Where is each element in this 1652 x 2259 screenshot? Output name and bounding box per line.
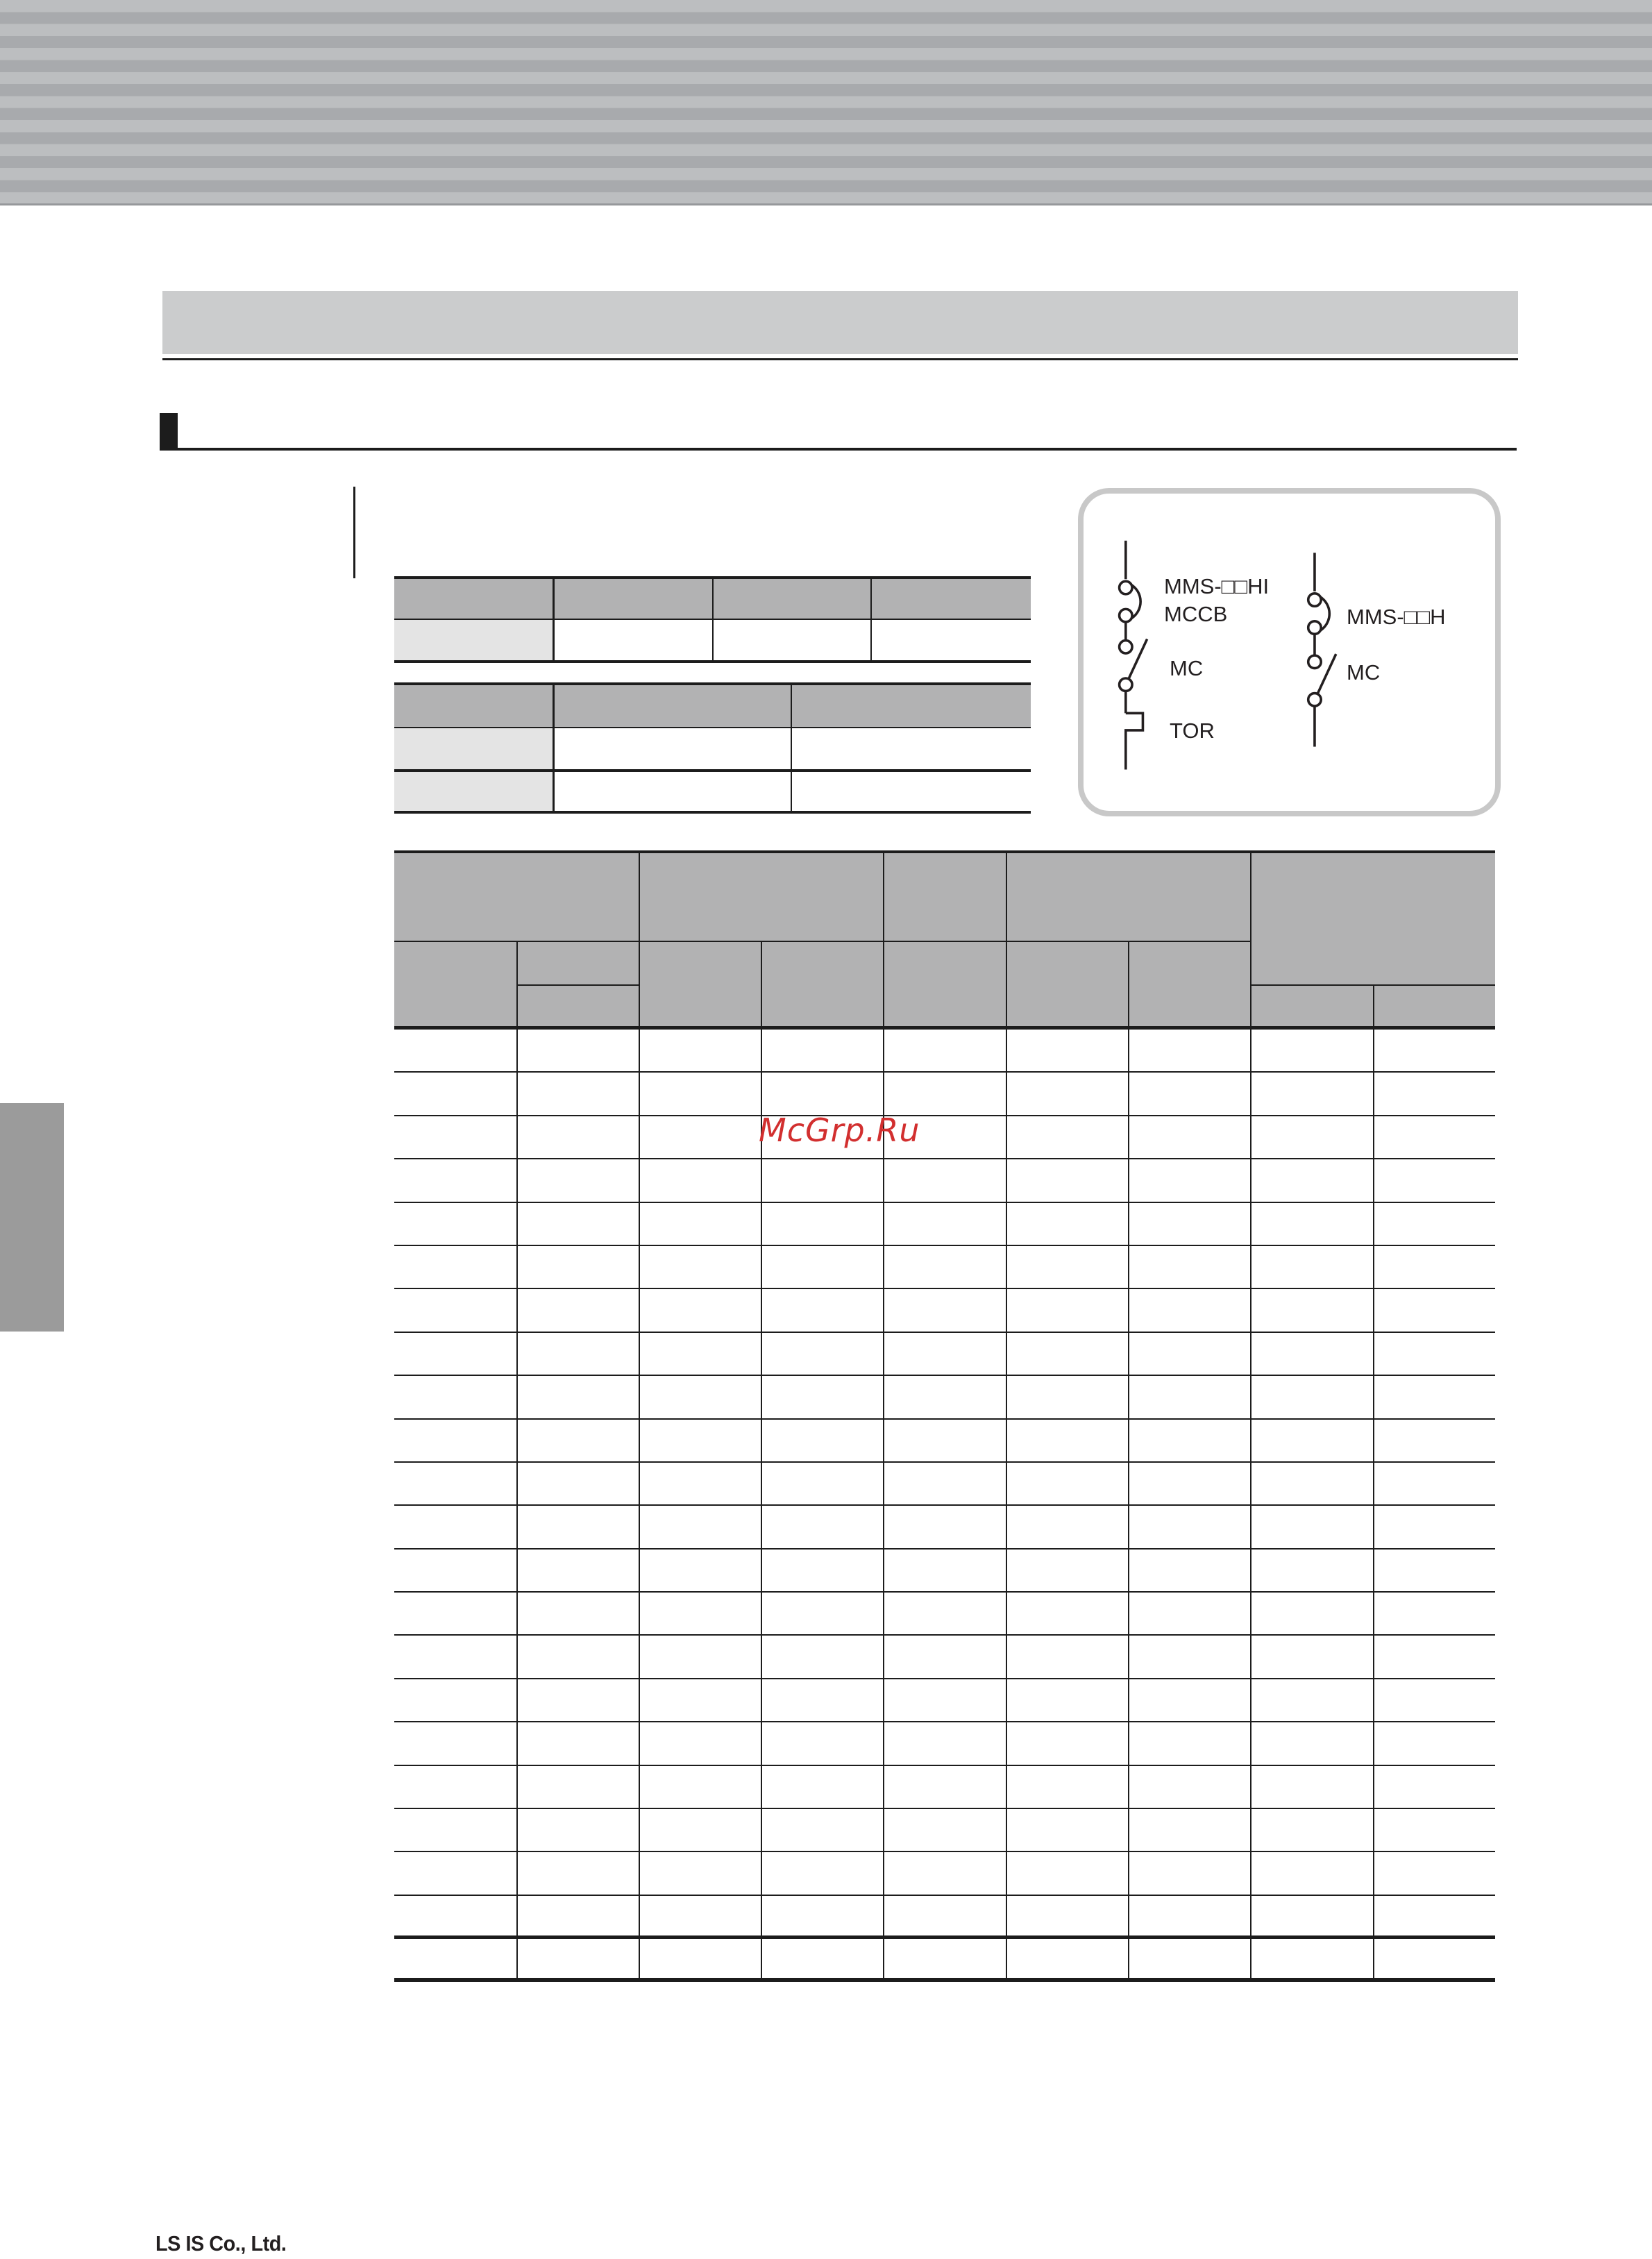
table-row (394, 1593, 1495, 1636)
table-cell (555, 728, 792, 769)
margin-tick-line (353, 487, 355, 578)
table-cell (555, 620, 714, 660)
table-row (394, 1722, 1495, 1765)
table-row (394, 1463, 1495, 1506)
table-header-cell (394, 579, 555, 619)
section-rule (160, 448, 1517, 451)
watermark-text: McGrp.Ru (759, 1111, 920, 1149)
table-header-cell (555, 685, 792, 727)
table-cell (792, 772, 1031, 811)
table-cell (394, 620, 555, 660)
table-row (394, 1333, 1495, 1376)
mc-label-right: MC (1347, 660, 1381, 685)
title-bar-rule (162, 358, 1518, 360)
table-row (394, 1766, 1495, 1809)
table-header-cell (714, 579, 872, 619)
table-divider (394, 941, 1251, 942)
table-cell (394, 772, 555, 811)
table-divider (639, 1030, 640, 1978)
table-row (394, 1679, 1495, 1722)
table-divider (1250, 850, 1251, 1030)
table-divider (1373, 1030, 1374, 1978)
table-row (394, 620, 1031, 660)
title-bar (162, 291, 1518, 354)
table-border (394, 850, 1495, 853)
selection-table-body (394, 1030, 1495, 1982)
table-row (394, 1376, 1495, 1419)
circuit-diagram (1078, 488, 1501, 816)
table-row (394, 1809, 1495, 1852)
table-divider (1373, 984, 1374, 1030)
table-row (394, 1896, 1495, 1939)
table-cell (872, 620, 1031, 660)
breaker-model-label: MMS-□□HI (1164, 574, 1270, 598)
table-cell (714, 620, 872, 660)
table-row (394, 1420, 1495, 1463)
table-divider (516, 1030, 518, 1978)
table-cell (394, 728, 555, 769)
table-header-cell (872, 579, 1031, 619)
table-divider (883, 850, 884, 1030)
table-row (394, 1939, 1495, 1982)
mccb-label: MCCB (1164, 602, 1228, 626)
table-divider (761, 941, 762, 1030)
selection-table-header (394, 850, 1495, 1030)
table-row (394, 1203, 1495, 1246)
table-divider (1128, 941, 1129, 1030)
table-divider (1128, 1030, 1129, 1978)
table-header-cell (555, 579, 714, 619)
spec-table-2-header-row (394, 685, 1031, 728)
mms-model-label: MMS-□□H (1347, 605, 1446, 629)
table-row (394, 1073, 1495, 1116)
company-footer: LS IS Co., Ltd. (155, 2231, 287, 2256)
table-row (394, 1246, 1495, 1289)
selection-table (394, 850, 1495, 1982)
spec-table-2 (394, 682, 1031, 814)
table-row (394, 1116, 1495, 1159)
mc-label-left: MC (1170, 656, 1204, 680)
table-divider (761, 1030, 762, 1978)
page-side-tab (0, 1103, 64, 1332)
table-divider (883, 1030, 884, 1978)
tor-label: TOR (1170, 719, 1215, 743)
table-row (394, 1852, 1495, 1895)
wiring-diagram-box (1078, 488, 1501, 816)
table-header-cell (394, 685, 555, 727)
table-row (394, 772, 1031, 811)
table-cell (792, 728, 1031, 769)
spec-table-1 (394, 576, 1031, 663)
table-divider (1250, 1030, 1251, 1978)
table-divider (1006, 1030, 1007, 1978)
table-border (394, 1978, 1495, 1982)
table-divider (1006, 850, 1007, 1030)
table-divider (639, 850, 640, 1030)
table-divider (516, 941, 518, 1030)
table-row (394, 1289, 1495, 1332)
striped-banner (0, 0, 1652, 205)
table-row (394, 1636, 1495, 1679)
table-row (394, 1030, 1495, 1073)
section-bullet (160, 413, 178, 449)
spec-table-1-header-row (394, 579, 1031, 620)
table-row (394, 1159, 1495, 1202)
table-row (394, 728, 1031, 772)
table-cell (555, 772, 792, 811)
table-divider (516, 984, 640, 986)
table-header-cell (792, 685, 1031, 727)
table-row (394, 1506, 1495, 1549)
table-row (394, 1550, 1495, 1593)
